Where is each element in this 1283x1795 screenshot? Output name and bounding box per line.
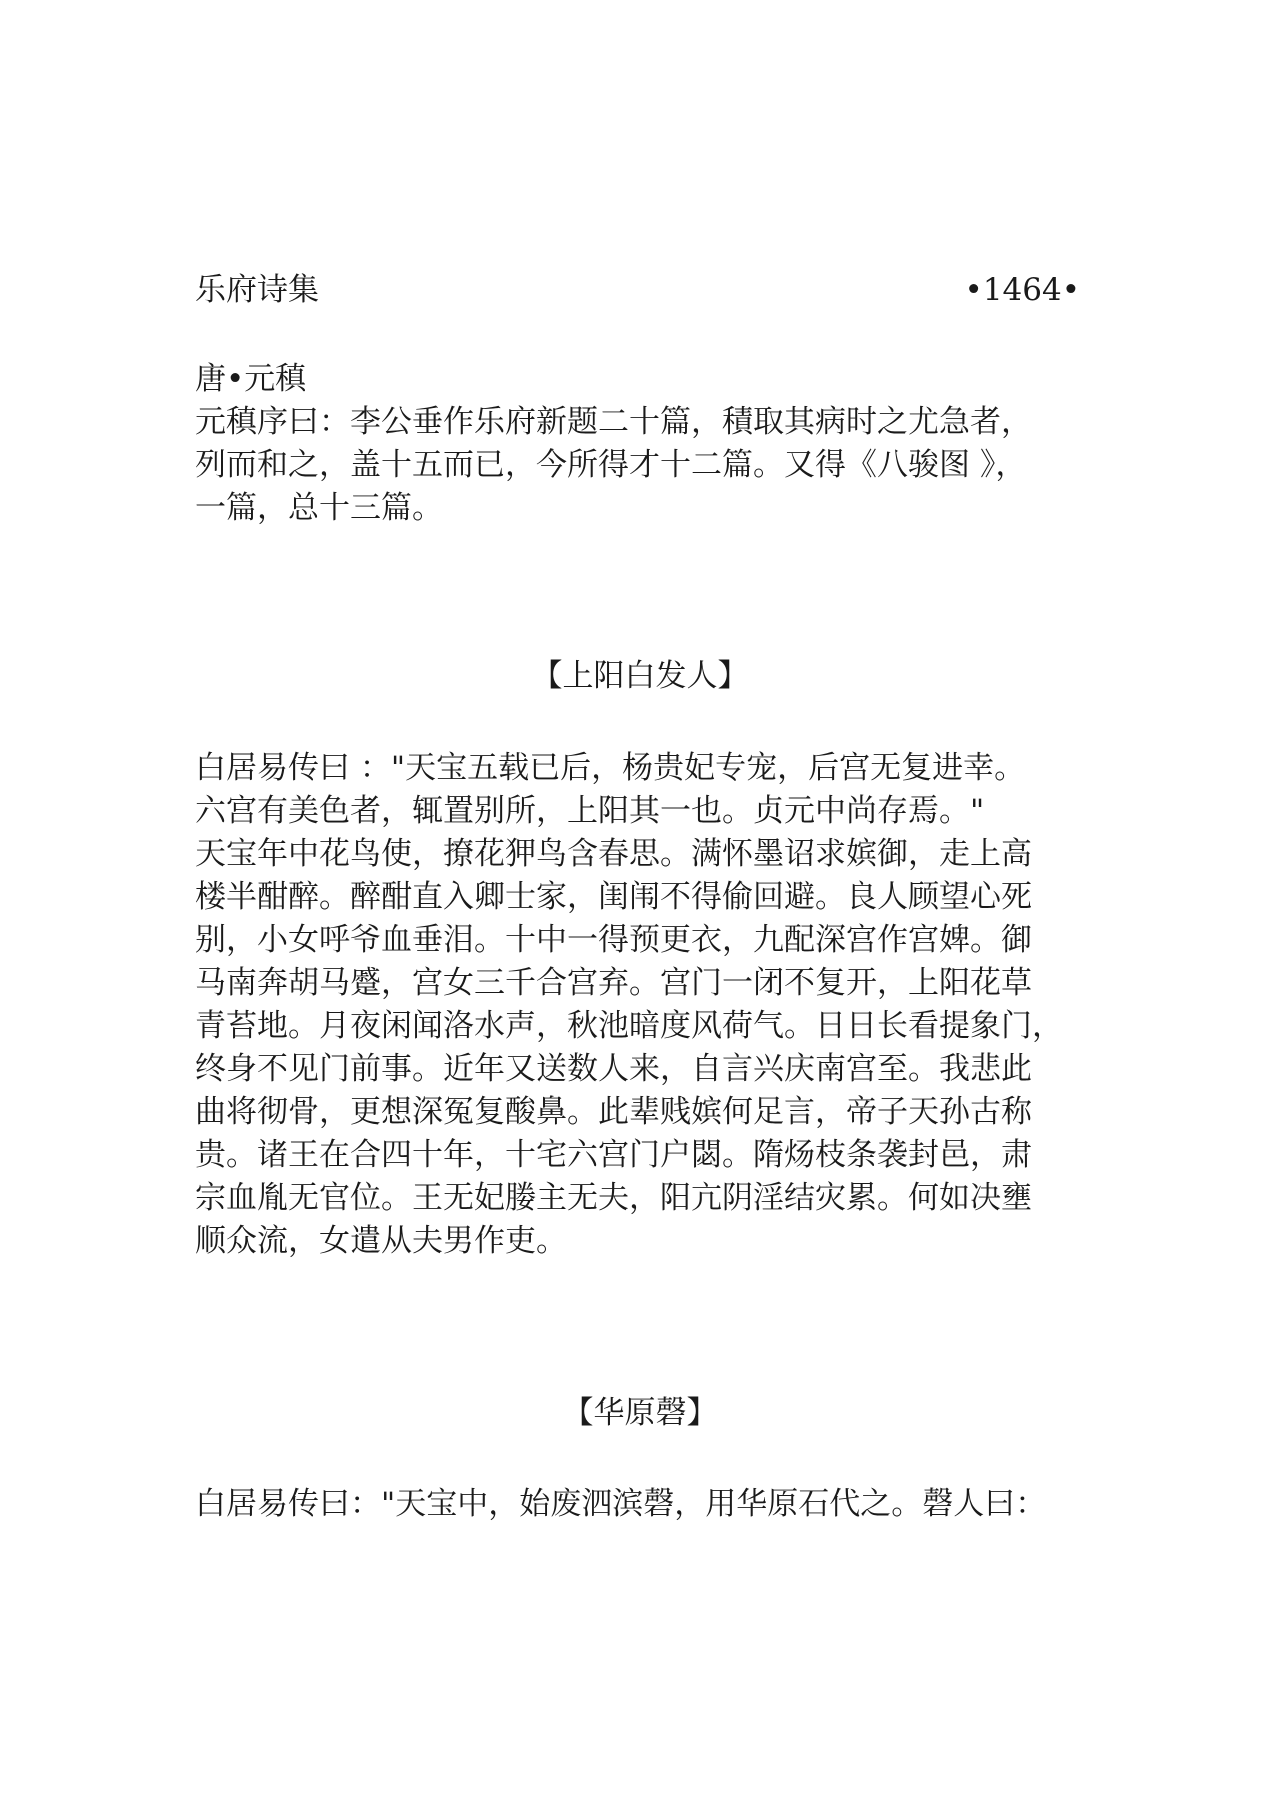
poem-title: 【上阳白发人】	[531, 658, 749, 694]
book-title: 乐府诗集	[195, 272, 319, 308]
page-header	[195, 268, 1080, 312]
poem-body: 天宝年中花鸟使，撩花狎鸟含春思。满怀墨诏求嫔御，走上高 楼半酣醉。醉酣直入卿士家，闺闱不得偷回避。良人顾望心死 别，小女呼爷血垂泪。十中一得预更衣，九配深宫作宫婢。御 马南奔胡马蹙，宫女三千合宫弃。宫门一闭不复开，上阳花草 青苔地。月夜闲闻洛水声，秋池暗度风荷气。日日长看提象门， 终身不见门前事。近年又送数人来，自言兴庆南宫至。我悲此 曲将彻骨，更想深冤复酸鼻。此辈贱嫔何足言，帝子天孙古称 贵。诸王在合四十年，十宅六宫门户閟。隋炀枝条袭封邑，肃 宗血胤无官位。王无妃媵主无夫，阳亢阴淫结灾累。何如决壅 顺众流，女遣从夫男作吏。	[195, 836, 1063, 1259]
author-line: 唐•元稹	[195, 361, 307, 397]
poem-title: 【华原磬】	[562, 1395, 718, 1431]
page-number: •1464•	[964, 272, 1080, 308]
poem-intro: 白居易传曰："天宝中，始废泗滨磬，用华原石代之。磬人曰：	[195, 1486, 1047, 1522]
preface-text: 元稹序曰：李公垂作乐府新题二十篇，積取其病时之尤急者， 列而和之，盖十五而已，今所得才十二篇。又得《八骏图 》， 一篇，总十三篇。	[195, 404, 1032, 526]
poem-intro: 白居易传曰 ："天宝五载已后，杨贵妃专宠，后宫无复进幸。 六宫有美色者，辄置别所，上阳其一也。贞元中尚存焉。"	[195, 750, 1026, 829]
